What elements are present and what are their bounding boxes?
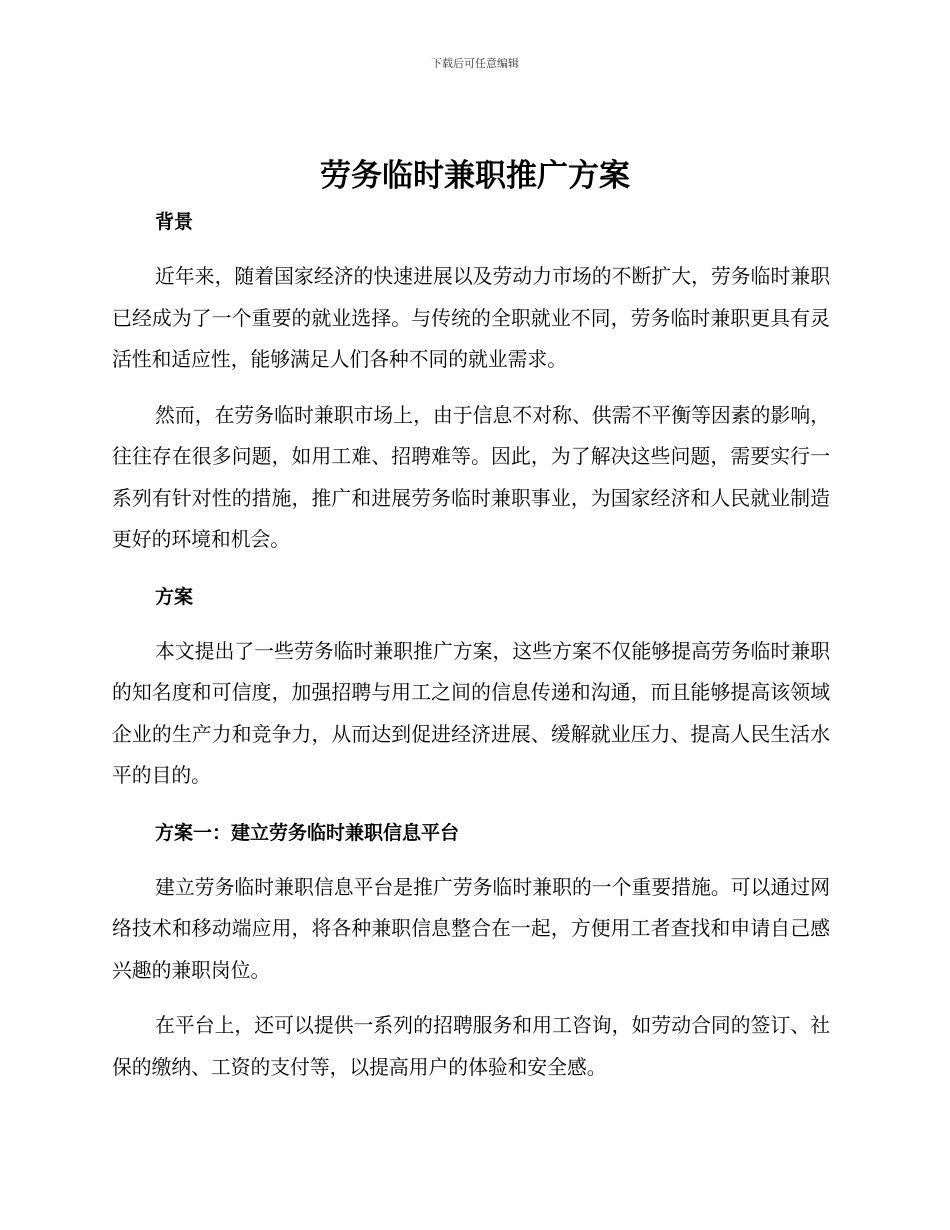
section-heading-plan: 方案 (155, 585, 194, 608)
header-note: 下载后可任意编辑 (431, 57, 519, 70)
paragraph: 建立劳务临时兼职信息平台是推广劳务临时兼职的一个重要措施。可以通过网络技术和移动端应用，将各种兼职信息整合在一起，方便用工者查找和申请自己感兴趣的兼职岗位。 (112, 875, 830, 982)
paragraph: 本文提出了一些劳务临时兼职推广方案，这些方案不仅能够提高劳务临时兼职的知名度和可信度，加强招聘与用工之间的信息传递和沟通，而且能够提高该领域企业的生产力和竞争力，从而达到促进经济进展、缓解就业压力、提高人民生活水平的目的。 (112, 639, 830, 787)
document-title: 劳务临时兼职推广方案 (320, 158, 630, 194)
paragraph: 近年来，随着国家经济的快速进展以及劳动力市场的不断扩大，劳务临时兼职已经成为了一个重要的就业选择。与传统的全职就业不同，劳务临时兼职更具有灵活性和适应性，能够满足人们各种不同的就业需求。 (112, 265, 830, 371)
section-heading-background: 背景 (155, 211, 194, 233)
paragraph: 在平台上，还可以提供一系列的招聘服务和用工咨询，如劳动合同的签订、社保的缴纳、工资的支付等，以提高用户的体验和安全感。 (112, 1014, 830, 1079)
document-body (112, 202, 830, 1088)
paragraph: 然而，在劳务临时兼职市场上，由于信息不对称、供需不平衡等因素的影响，往往存在很多问题，如用工难、招聘难等。因此，为了解决这些问题，需要实行一系列有针对性的措施，推广和进展劳务临时兼职事业，为国家经济和人民就业制造更好的环境和机会。 (112, 403, 830, 551)
section-heading-plan-one: 方案一：建立劳务临时兼职信息平台 (155, 821, 460, 844)
